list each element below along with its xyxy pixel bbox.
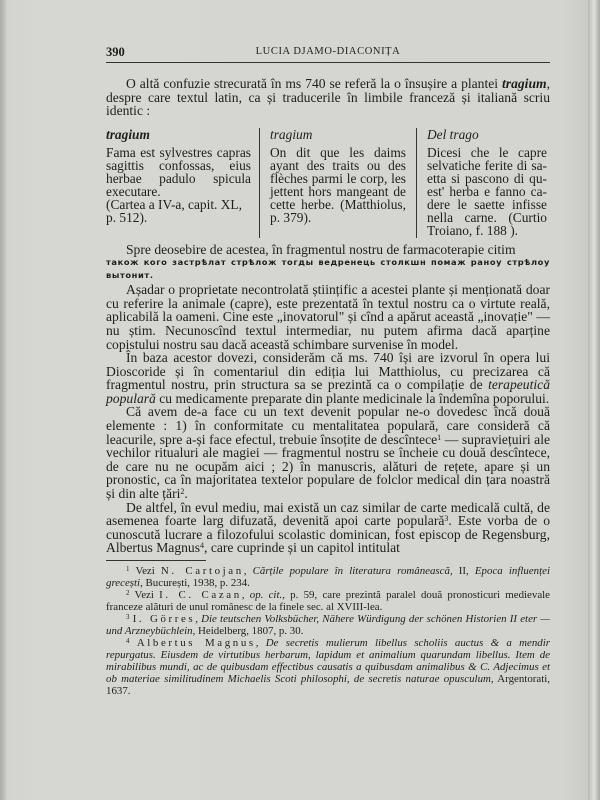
column-citation: (Cartea a IV-a, capit. XL, p. 512). [106, 197, 242, 226]
footnote-text: , [255, 637, 266, 649]
paragraph-text: . Este vorba de o cunoscută lucrare a filozofului scolastic dominican, fost episcop de Regensburg, Albertus Magnus [106, 513, 550, 556]
footnote-title: Cărțile populare în literatura românească [252, 565, 450, 577]
footnote [106, 637, 550, 697]
column-body: Dicesi che le capre selvatiche ferite di saetta si pascono di quest' herba e fanno cadere le saette infisse nella carne. (Curtio Troiano, f. 188 ). [427, 144, 547, 239]
footnote [106, 565, 550, 589]
footnote-text: , [241, 589, 250, 601]
footnote [106, 589, 550, 613]
footnote-text: , II, [449, 565, 475, 577]
footnotes [106, 565, 550, 697]
paragraph-text: , care cuprinde și un capitol intitulat [204, 540, 400, 556]
footnote-title: De secretis mulierum libellus scholiis auctus & a mendir repurgatus. Eiusdem de virtutibus herbarum, lapidum et animalium quarundam libellus. Item de mirabilibus mundi, ac de quibusdam effectibus causatis a quibusdam animalibus & C. Adjecimus et ob materiae similitudinem Michaelis Scoti philosophi, de secretis naturae opusculum [106, 637, 550, 685]
footnote-text: , [195, 613, 202, 625]
footnote-ref[interactable]: 4 [200, 541, 205, 551]
footnote-text: , Argentorati, 1637. [106, 673, 550, 697]
footnote [106, 613, 550, 637]
intro-text-end: , despre care textul latin, ca și traducerile în limbile franceză și italiană scriu identic : [106, 76, 550, 119]
page-number: 390 [106, 45, 125, 59]
paragraph: Spre deosebire de acestea, în fragmentul nostru de farmacoterapie citim [126, 241, 516, 257]
intro-term: tragium [502, 76, 547, 91]
column-body: On dit que les daims ayant des traits ou des flèches parmi le corp, les jettent hors mangeant de cette herbe. (Matthiolus, p. 379). [270, 144, 406, 226]
column-title: tragium [270, 126, 313, 142]
footnote-author: Albertus Magnus [136, 637, 256, 649]
paragraph-text: De altfel, în evul mediu, mai există un caz similar de carte medicală cultă, de asemenea foarte larg difuzată, devenită apoi carte populară [106, 499, 550, 529]
paragraph-text: În baza acestor dovezi, considerăm că ms. 740 își are izvorul în opera lui Dioscoride și în comentariul din ediția lui Matthiolus, cu precizarea că fragmentul nostru, prin structura sa se prezintă ca o compilație de [106, 350, 550, 393]
paragraph-text: Că avem de-a face cu un text devenit popular ne-o dovedesc încă două elemente : 1) în conformitate cu mentalitatea populară, care consideră că leacurile, spre a-și face efectul, trebuie însoțite de descîntece [106, 404, 550, 447]
footnote-divider [106, 560, 206, 561]
paragraph-text: — supraviețuiri ale vechilor ritualuri ale magiei — fragmentul nostru se încheie cu două descîntece, de care nu ne ocupăm aici ; 2) în manuscris, alături de rețete, apare și un pronostic, ca în majoritatea textelor populare de folclor medical din țara noastră și din alte țări [106, 431, 551, 502]
footnote-title: Die teutschen Volksbücher, Nähere Würdigung der schönen Historien II eter — und Arzneybüchlein [106, 613, 550, 637]
column-body: Fama est sylvestres capras sagittis confossas, eius herbae padulo spicula executare. [106, 144, 251, 200]
cyrillic-quote: також кого застрѣлат стрѣлож тогды ведренець столкшн помаж раноу стрѣлоу вытонит. [106, 257, 550, 281]
column-italian [416, 128, 547, 238]
paragraph [106, 351, 550, 405]
footnote-text: , p. 59, care prezintă paralel două pronosticuri medievale franceze alături de unul românesc de la finele sec. al XVIII-lea. [106, 589, 551, 613]
footnote-title: op. cit. [249, 589, 283, 601]
footnote-number: 3 [126, 613, 130, 621]
footnote-author: N. Cartojan [160, 565, 244, 577]
paragraph-text: . [184, 486, 188, 502]
footnote-ref[interactable]: 3 [444, 514, 449, 524]
column-title: tragium [106, 126, 150, 142]
paragraph: Așadar o proprietate necontrolată științific a acestei plante și menționată doar cu referire la animale (capre), este prezentată în textul nostru ca o virtute reală, aplicabilă la oameni. Cine este „inovatorul" și cînd a apărut această „inovație" — nu știm. Necunoscînd textul intermediar, nu putem afirma dacă aparține copistului nostru sau dacă această schimbare survenise în model. [106, 282, 550, 352]
column-french [259, 128, 416, 238]
column-latin [106, 128, 259, 238]
footnote-number: 4 [126, 637, 130, 645]
intro-text: O altă confuzie strecurată în ms 740 se referă la o însușire a plantei [126, 76, 503, 91]
footnote-text: , București, 1938, p. 234. [140, 577, 250, 589]
paragraph-text: cu medicamente preparate din plante medicinale la îndemîna poporului. [155, 390, 550, 406]
page-content [106, 44, 550, 697]
footnote-text: Vezi [135, 565, 161, 577]
emphasized-term: terapeutică populară [106, 377, 550, 406]
parallel-texts [106, 128, 550, 238]
paragraph [106, 405, 550, 500]
footnote-author: I. C. Cazan [159, 589, 242, 601]
footnote-text: , Heidelberg, 1807, p. 30. [192, 625, 304, 637]
footnote-ref[interactable]: 1 [437, 432, 442, 442]
running-head-author: LUCIA DJAMO-DIACONIȚA [255, 46, 401, 57]
column-title: Del trago [427, 126, 479, 142]
footnote-title: Epoca influenței grecești [106, 565, 550, 589]
footnote-ref[interactable]: 2 [180, 487, 185, 497]
footnote-text: , [243, 565, 253, 577]
footnote-number: 2 [126, 589, 130, 597]
footnote-author: I. Görres [132, 613, 196, 625]
running-head [106, 44, 550, 63]
page-edge [588, 0, 600, 800]
intro-paragraph [106, 77, 550, 118]
footnote-number: 1 [126, 565, 130, 573]
page-gutter-shadow [0, 0, 6, 800]
footnote-text: Vezi [134, 589, 160, 601]
paragraph [106, 501, 550, 555]
